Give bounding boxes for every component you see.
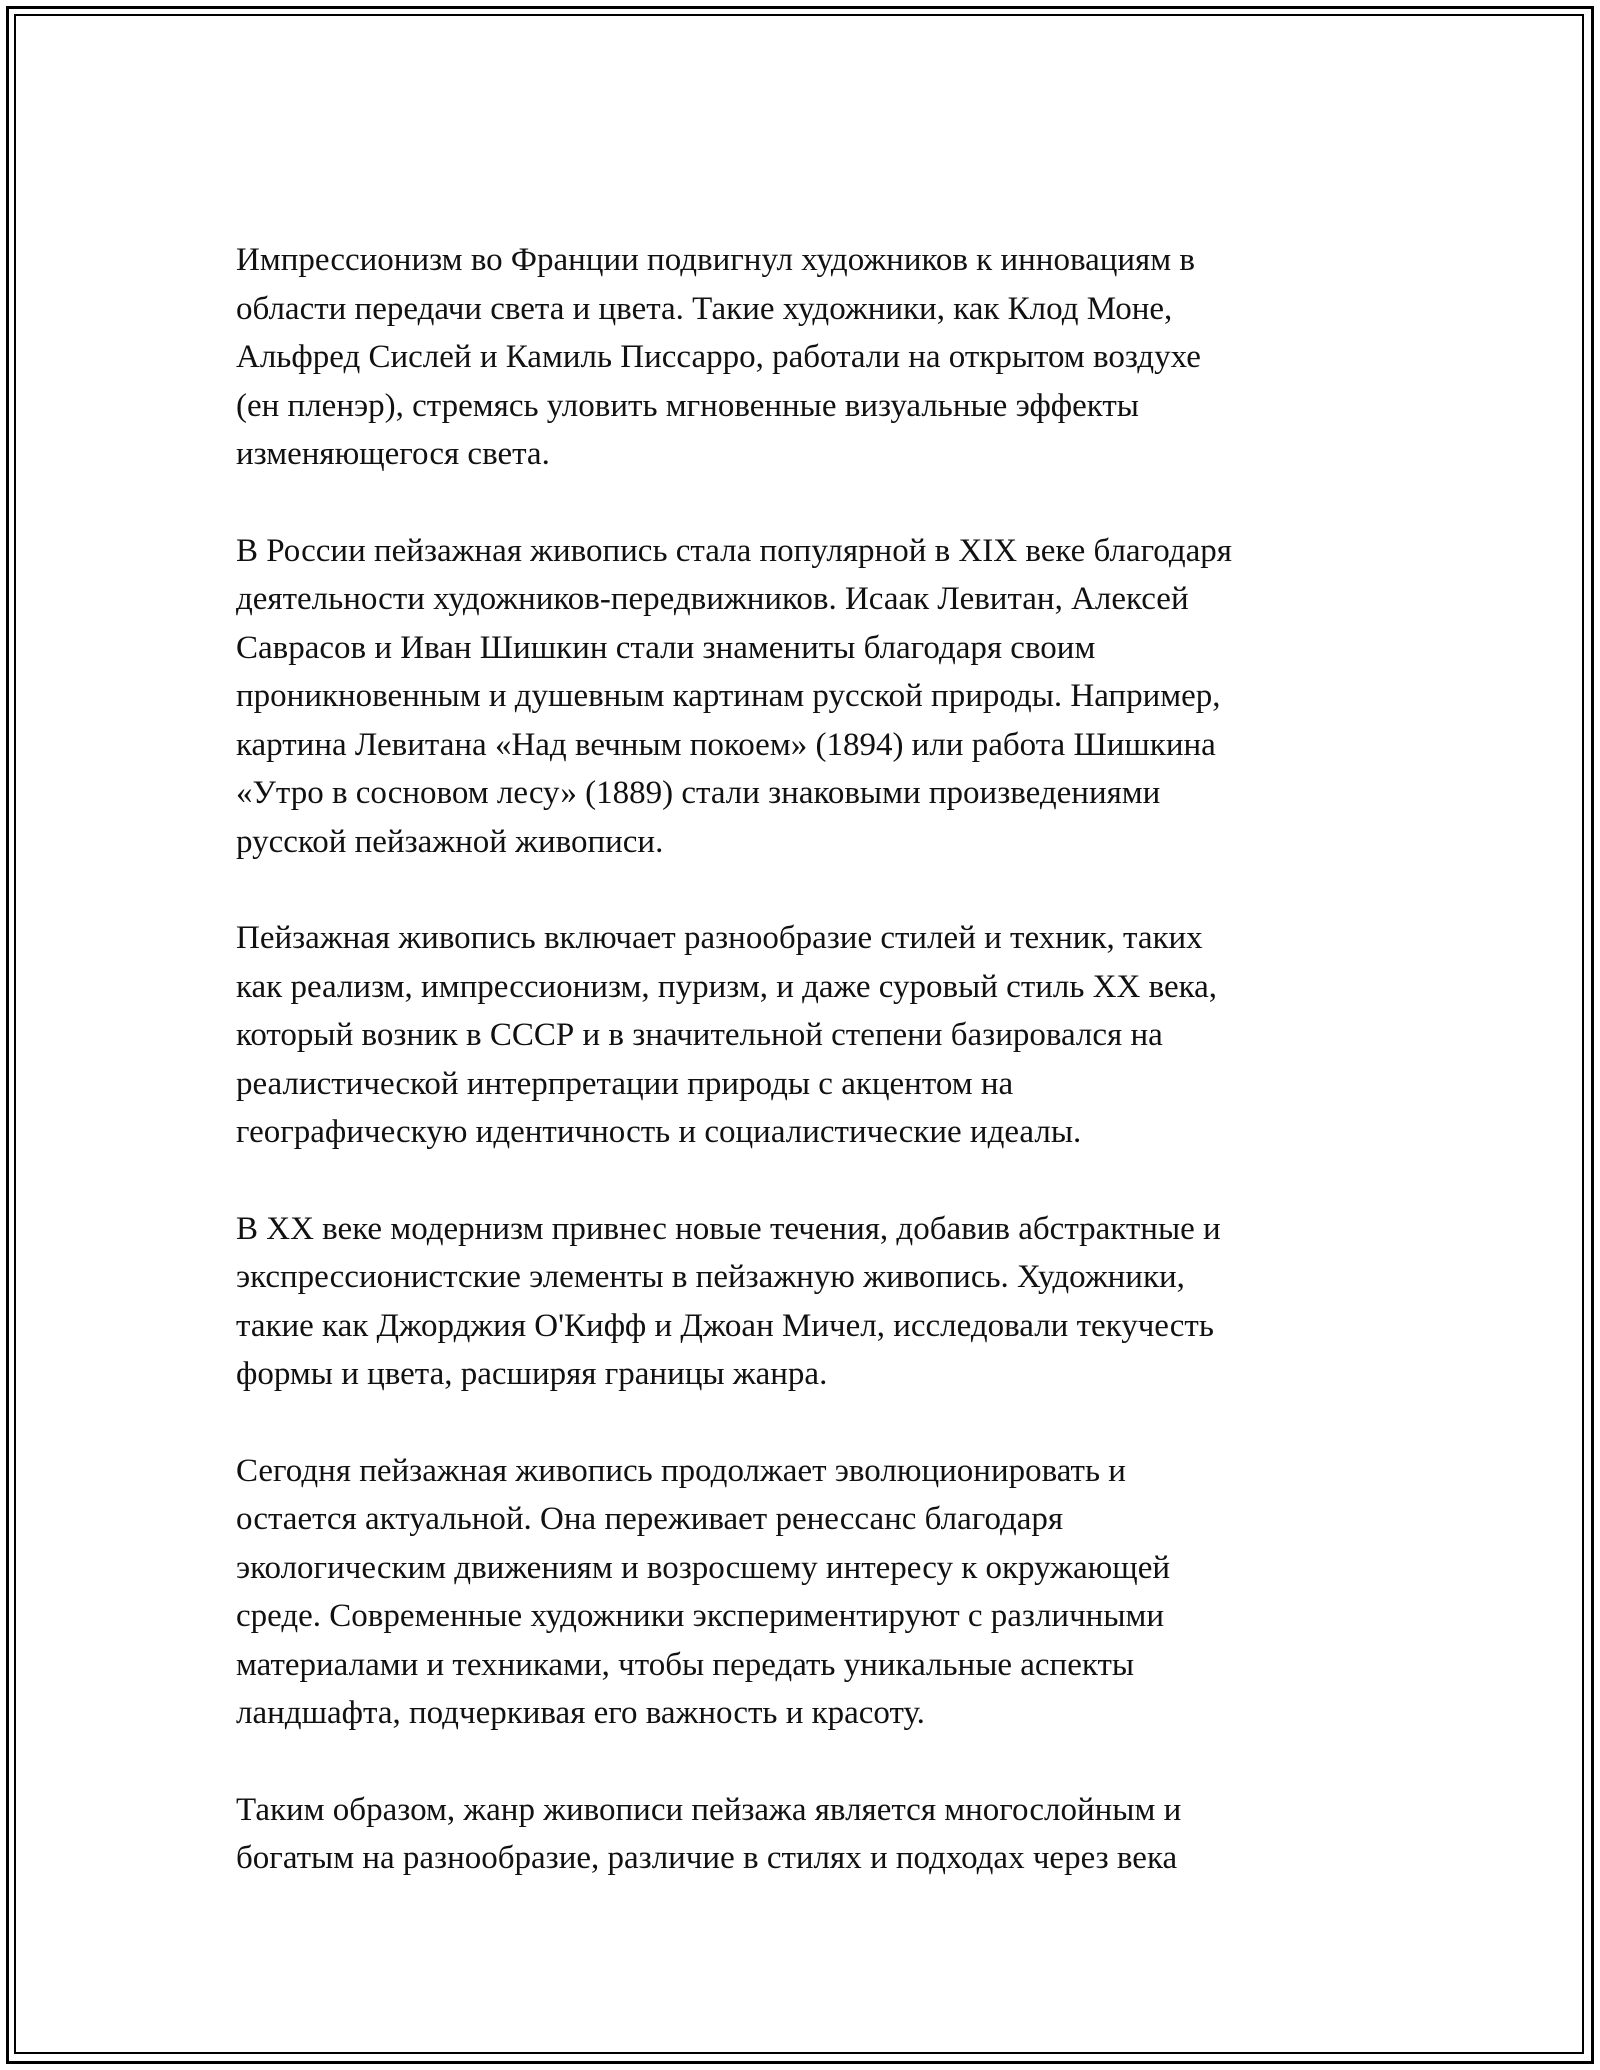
text-line: как реализм, импрессионизм, пуризм, и даже суровый стиль XX века, (236, 968, 1218, 1005)
text-line: картина Левитана «Над вечным покоем» (1894) или работа Шишкина (236, 726, 1216, 763)
text-line: формы и цвета, расширяя границы жанра. (236, 1356, 828, 1392)
paragraph-styles (236, 914, 1366, 1157)
text-line: области передачи света и цвета. Такие художники, как Клод Моне, (236, 290, 1173, 327)
text-line: Импрессионизм во Франции подвигнул художников к инновациям в (236, 242, 1195, 278)
text-line: Альфред Сислей и Камиль Писсарро, работали на открытом воздухе (236, 339, 1201, 375)
text-line: проникновенным и душевным картинам русской природы. Например, (236, 678, 1221, 714)
document-body (236, 236, 1366, 1931)
paragraph-conclusion (236, 1786, 1366, 1883)
text-line: остается актуальной. Она переживает ренессанс благодаря (236, 1501, 1064, 1537)
text-line: материалами и техниками, чтобы передать уникальные аспекты (236, 1646, 1135, 1683)
paragraph-modernism (236, 1205, 1366, 1399)
text-line: русской пейзажной живописи. (236, 823, 664, 860)
text-line: «Утро в сосновом лесу» (1889) стали знаковыми произведениями (236, 775, 1161, 811)
paragraph-russia (236, 527, 1366, 867)
text-line: Пейзажная живопись включает разнообразие стилей и техник, таких (236, 920, 1203, 956)
text-line: Саврасов и Иван Шишкин стали знамениты благодаря своим (236, 629, 1096, 666)
text-line: такие как Джорджия О'Кифф и Джоан Мичел, исследовали текучесть (236, 1307, 1214, 1344)
text-line: В XX веке модернизм привнес новые течения, добавив абстрактные и (236, 1210, 1221, 1247)
text-line: богатым на разнообразие, различие в стилях и подходах через века (236, 1840, 1178, 1876)
text-line: Сегодня пейзажная живопись продолжает эволюционировать и (236, 1452, 1126, 1489)
text-line: который возник в СССР и в значительной степени базировался на (236, 1017, 1163, 1053)
text-line: (ен пленэр), стремясь уловить мгновенные визуальные эффекты (236, 387, 1139, 424)
text-line: реалистической интерпретации природы с акцентом на (236, 1065, 1014, 1102)
text-line: среде. Современные художники экспериментируют с различными (236, 1598, 1165, 1634)
text-line: ландшафта, подчеркивая его важность и красоту. (236, 1695, 925, 1731)
text-line: деятельности художников-передвижников. Исаак Левитан, Алексей (236, 581, 1189, 617)
text-line: экологическим движениям и возросшему интересу к окружающей (236, 1549, 1171, 1586)
text-line: Таким образом, жанр живописи пейзажа является многослойным и (236, 1791, 1182, 1828)
text-line: В России пейзажная живопись стала популярной в XIX веке благодаря (236, 532, 1232, 569)
paragraph-impressionism (236, 236, 1366, 479)
paragraph-today (236, 1447, 1366, 1738)
text-line: географическую идентичность и социалистические идеалы. (236, 1114, 1082, 1150)
text-line: экспрессионистские элементы в пейзажную живопись. Художники, (236, 1259, 1185, 1295)
text-line: изменяющегося света. (236, 436, 550, 472)
